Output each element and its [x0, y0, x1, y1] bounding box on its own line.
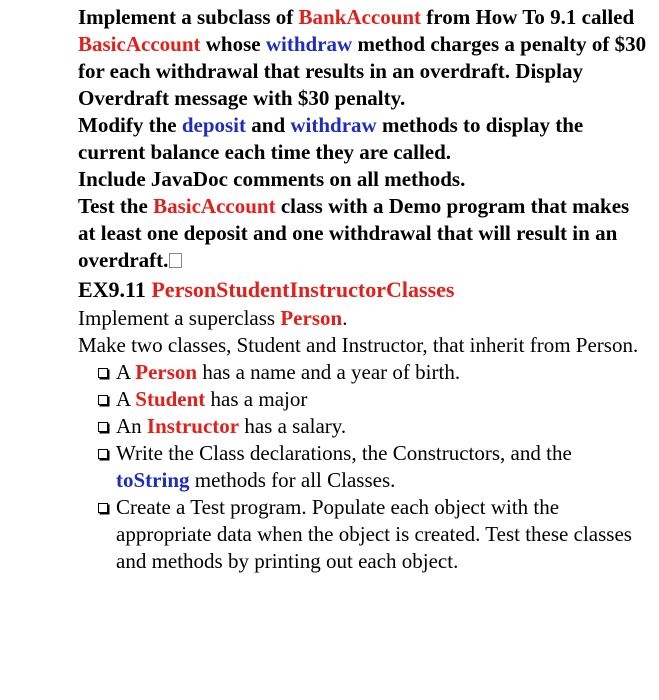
text-span: has a name and a year of birth.: [197, 360, 461, 384]
keyword-basicaccount: BasicAccount: [153, 194, 276, 218]
keyword-person: Person: [280, 306, 343, 330]
text-span: An: [116, 414, 147, 438]
list-item: [78, 413, 648, 440]
text-span: and: [246, 113, 291, 137]
ex911-line-1: [78, 305, 648, 332]
keyword-tostring: toString: [116, 468, 190, 492]
list-item: [78, 440, 648, 494]
text-span: Write the Class declarations, the Constructors, and the: [116, 441, 572, 465]
list-item: [78, 386, 648, 413]
text-span: class with a Demo program that makes at least one deposit and one withdrawal that will result in an overdraft.: [78, 194, 630, 272]
keyword-instructor: Instructor: [146, 414, 240, 438]
placeholder-box-icon: [169, 253, 182, 268]
keyword-withdraw: withdraw: [265, 32, 353, 56]
keyword-withdraw: withdraw: [290, 113, 377, 137]
list-item: [78, 494, 648, 575]
checkbox-bullet-icon: [98, 503, 108, 513]
keyword-person: Person: [135, 360, 198, 384]
ex911-line-2: Make two classes, Student and Instructor, that inherit from Person.: [78, 333, 639, 357]
requirements-list: [78, 359, 648, 575]
ex98-paragraph-4: [78, 193, 648, 274]
checkbox-bullet-icon: [98, 395, 108, 405]
text-span: from How To 9.1 called: [421, 5, 635, 29]
text-span: A: [116, 387, 136, 411]
keyword-bankaccount: BankAccount: [298, 5, 422, 29]
text-span: Implement a subclass of: [78, 5, 299, 29]
ex98-paragraph-3: Include JavaDoc comments on all methods.: [78, 167, 466, 191]
text-span: methods for all Classes.: [189, 468, 396, 492]
keyword-basicaccount: BasicAccount: [78, 32, 201, 56]
text-span: A: [116, 360, 136, 384]
text-span: has a major: [205, 387, 308, 411]
text-span: has a salary.: [239, 414, 347, 438]
keyword-student: Student: [135, 387, 206, 411]
ex98-paragraph-2: [78, 112, 648, 166]
ex98-paragraph-1: [78, 4, 648, 112]
text-span: .: [342, 306, 348, 330]
text-span: Create a Test program. Populate each object with the appropriate data when the object is created. Test these classes and methods by printing out each object.: [116, 495, 632, 573]
heading-number: EX9.11: [78, 277, 152, 302]
checkbox-bullet-icon: [98, 368, 108, 378]
heading-title: PersonStudentInstructorClasses: [151, 277, 455, 302]
ex911-heading: [78, 275, 648, 305]
list-item: [78, 359, 648, 386]
checkbox-bullet-icon: [98, 422, 108, 432]
text-span: Modify the: [78, 113, 182, 137]
text-span: Implement a superclass: [78, 306, 281, 330]
assignment-page: [78, 4, 648, 575]
text-span: whose: [200, 32, 266, 56]
text-span: methods to display the current balance each time they are called.: [78, 113, 584, 164]
text-span: method charges a penalty of $30 for each withdrawal that results in an overdraft. Display Overdraft message with $30 penalty.: [78, 32, 647, 110]
keyword-deposit: deposit: [181, 113, 247, 137]
checkbox-bullet-icon: [98, 449, 108, 459]
text-span: Test the: [78, 194, 154, 218]
